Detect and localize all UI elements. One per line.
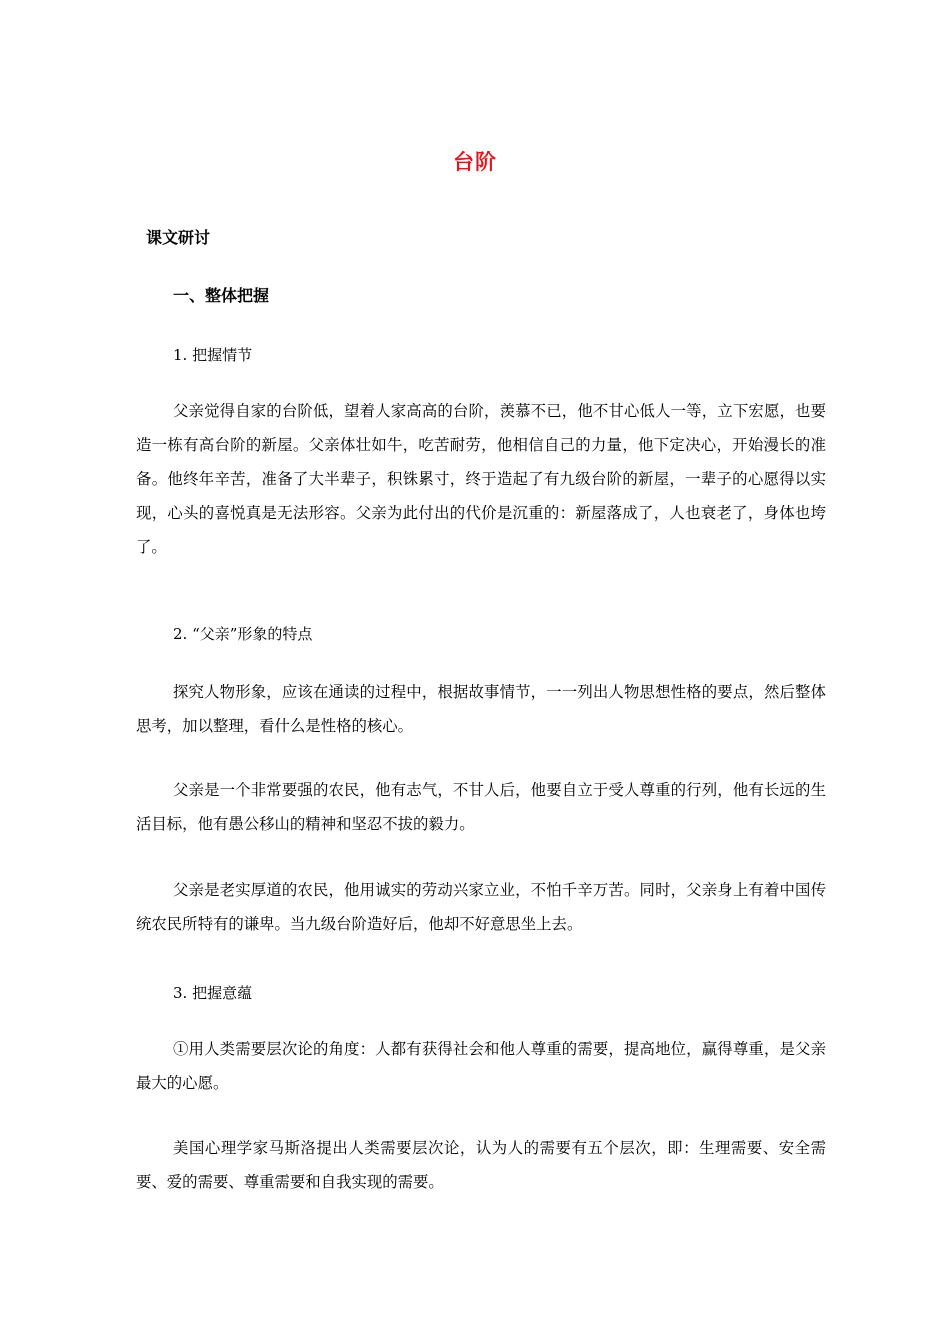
paragraph-character-method: 探究人物形象，应该在通读的过程中，根据故事情节，一一列出人物思想性格的要点，然后整体思考，加以整理，看什么是性格的核心。	[136, 683, 826, 735]
paragraph-character-ambition: 父亲是一个非常要强的农民，他有志气，不甘人后，他要自立于受人尊重的行列，他有长远的生活目标，他有愚公移山的精神和坚忍不拔的毅力。	[136, 781, 826, 833]
section-heading: 课文研讨	[146, 228, 211, 247]
paragraph-character-humility: 父亲是老实厚道的农民，他用诚实的劳动兴家立业，不怕千辛万苦。同时，父亲身上有着中国传统农民所特有的谦卑。当九级台阶造好后，他却不好意思坐上去。	[136, 881, 826, 933]
paragraph-meaning-respect: ①用人类需要层次论的角度：人都有获得社会和他人尊重的需要，提高地位，赢得尊重，是父亲最大的心愿。	[136, 1040, 826, 1092]
paragraph-maslow: 美国心理学家马斯洛提出人类需要层次论，认为人的需要有五个层次，即：生理需要、安全需要、爱的需要、尊重需要和自我实现的需要。	[136, 1139, 826, 1191]
part-heading: 一、整体把握	[173, 286, 270, 305]
document-title: 台阶	[453, 150, 497, 174]
subheading-plot: 1. 把握情节	[173, 346, 253, 364]
paragraph-plot-summary: 父亲觉得自家的台阶低，望着人家高高的台阶，羡慕不已，他不甘心低人一等，立下宏愿，也要造一栋有高台阶的新屋。父亲体壮如牛，吃苦耐劳，他相信自己的力量，他下定决心，开始漫长的准备。他终年辛苦，准备了大半辈子，积铢累寸，终于造起了有九级台阶的新屋，一辈子的心愿得以实现，心头的喜悦真是无法形容。父亲为此付出的代价是沉重的：新屋落成了，人也衰老了，身体也垮了。	[136, 402, 826, 556]
subheading-character: 2. “父亲”形象的特点	[173, 625, 313, 643]
subheading-meaning: 3. 把握意蕴	[173, 984, 253, 1002]
